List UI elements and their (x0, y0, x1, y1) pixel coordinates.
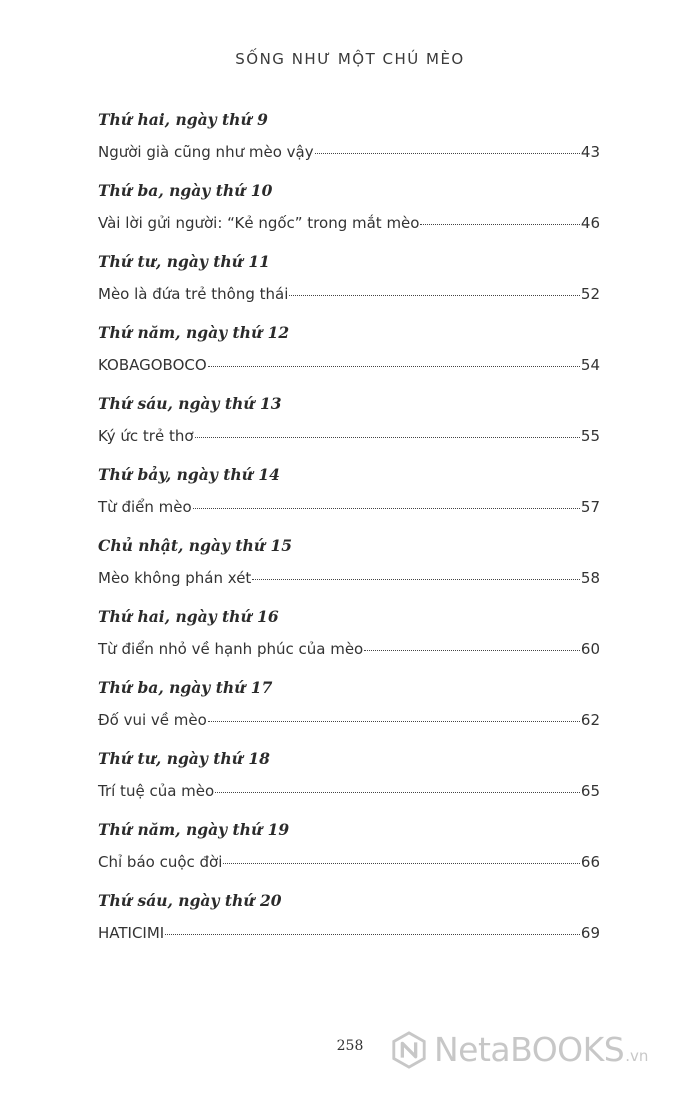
dot-leader (195, 436, 580, 438)
page-number: 43 (580, 143, 600, 161)
day-heading: Thứ ba, ngày thứ 17 (98, 678, 273, 697)
watermark (390, 1030, 648, 1069)
toc-line (98, 143, 600, 161)
day-heading: Thứ năm, ngày thứ 12 (98, 323, 290, 342)
dot-leader (208, 365, 580, 367)
page-number: 57 (580, 498, 600, 516)
toc-line (98, 498, 600, 516)
day-heading: Thứ năm, ngày thứ 19 (98, 820, 290, 839)
toc-entry (98, 110, 600, 181)
watermark-suffix: .vn (625, 1047, 649, 1065)
page-number: 52 (580, 285, 600, 303)
toc-entry (98, 465, 600, 536)
toc-entry (98, 678, 600, 749)
day-heading: Thứ ba, ngày thứ 10 (98, 181, 273, 200)
toc-entry (98, 749, 600, 820)
toc-entry (98, 252, 600, 323)
dot-leader (165, 933, 580, 935)
dot-leader (315, 152, 580, 154)
toc-entry (98, 394, 600, 465)
chapter-title: Trí tuệ của mèo (98, 782, 215, 800)
chapter-title: Từ điển nhỏ về hạnh phúc của mèo (98, 640, 364, 658)
dot-leader (364, 649, 580, 651)
page-number: 65 (580, 782, 600, 800)
page-number: 66 (580, 853, 600, 871)
dot-leader (223, 862, 580, 864)
page-number: 62 (580, 711, 600, 729)
toc-line (98, 782, 600, 800)
chapter-title: Ký ức trẻ thơ (98, 427, 194, 445)
page-number: 69 (580, 924, 600, 942)
toc-line (98, 640, 600, 658)
running-head: SỐNG NHƯ MỘT CHÚ MÈO (235, 50, 465, 68)
page-number: 58 (580, 569, 600, 587)
page-number: 54 (580, 356, 600, 374)
toc-entry (98, 323, 600, 394)
toc-entry (98, 820, 600, 891)
toc-entry (98, 607, 600, 678)
chapter-title: Mèo không phán xét (98, 569, 252, 587)
toc-entry (98, 891, 600, 962)
toc-line (98, 924, 600, 942)
toc-line (98, 853, 600, 871)
toc-line (98, 356, 600, 374)
chapter-title: Chỉ báo cuộc đời (98, 853, 223, 871)
toc-line (98, 214, 600, 232)
day-heading: Thứ sáu, ngày thứ 13 (98, 394, 282, 413)
chapter-title: KOBAGOBOCO (98, 356, 207, 374)
toc-entry (98, 181, 600, 252)
day-heading: Chủ nhật, ngày thứ 15 (98, 536, 293, 555)
watermark-text: NetaBOOKS (434, 1030, 625, 1069)
table-of-contents (98, 110, 600, 962)
folio-page-number: 258 (336, 1038, 364, 1054)
day-heading: Thứ hai, ngày thứ 16 (98, 607, 279, 626)
chapter-title: Từ điển mèo (98, 498, 192, 516)
day-heading: Thứ tư, ngày thứ 18 (98, 749, 270, 768)
day-heading: Thứ tư, ngày thứ 11 (98, 252, 270, 271)
dot-leader (215, 791, 580, 793)
toc-line (98, 285, 600, 303)
page-number: 46 (580, 214, 600, 232)
toc-line (98, 711, 600, 729)
dot-leader (208, 720, 580, 722)
page-number: 60 (580, 640, 600, 658)
day-heading: Thứ hai, ngày thứ 9 (98, 110, 268, 129)
chapter-title: Đố vui về mèo (98, 711, 207, 729)
chapter-title: Mèo là đứa trẻ thông thái (98, 285, 289, 303)
dot-leader (252, 578, 580, 580)
toc-line (98, 569, 600, 587)
dot-leader (289, 294, 580, 296)
dot-leader (193, 507, 580, 509)
chapter-title: Vài lời gửi người: “Kẻ ngốc” trong mắt mèo (98, 214, 420, 232)
toc-entry (98, 536, 600, 607)
day-heading: Thứ sáu, ngày thứ 20 (98, 891, 282, 910)
chapter-title: HATICIMI (98, 924, 165, 942)
dot-leader (420, 223, 579, 225)
page-number: 55 (580, 427, 600, 445)
day-heading: Thứ bảy, ngày thứ 14 (98, 465, 280, 484)
toc-line (98, 427, 600, 445)
netabooks-logo-icon (390, 1031, 428, 1069)
chapter-title: Người già cũng như mèo vậy (98, 143, 314, 161)
